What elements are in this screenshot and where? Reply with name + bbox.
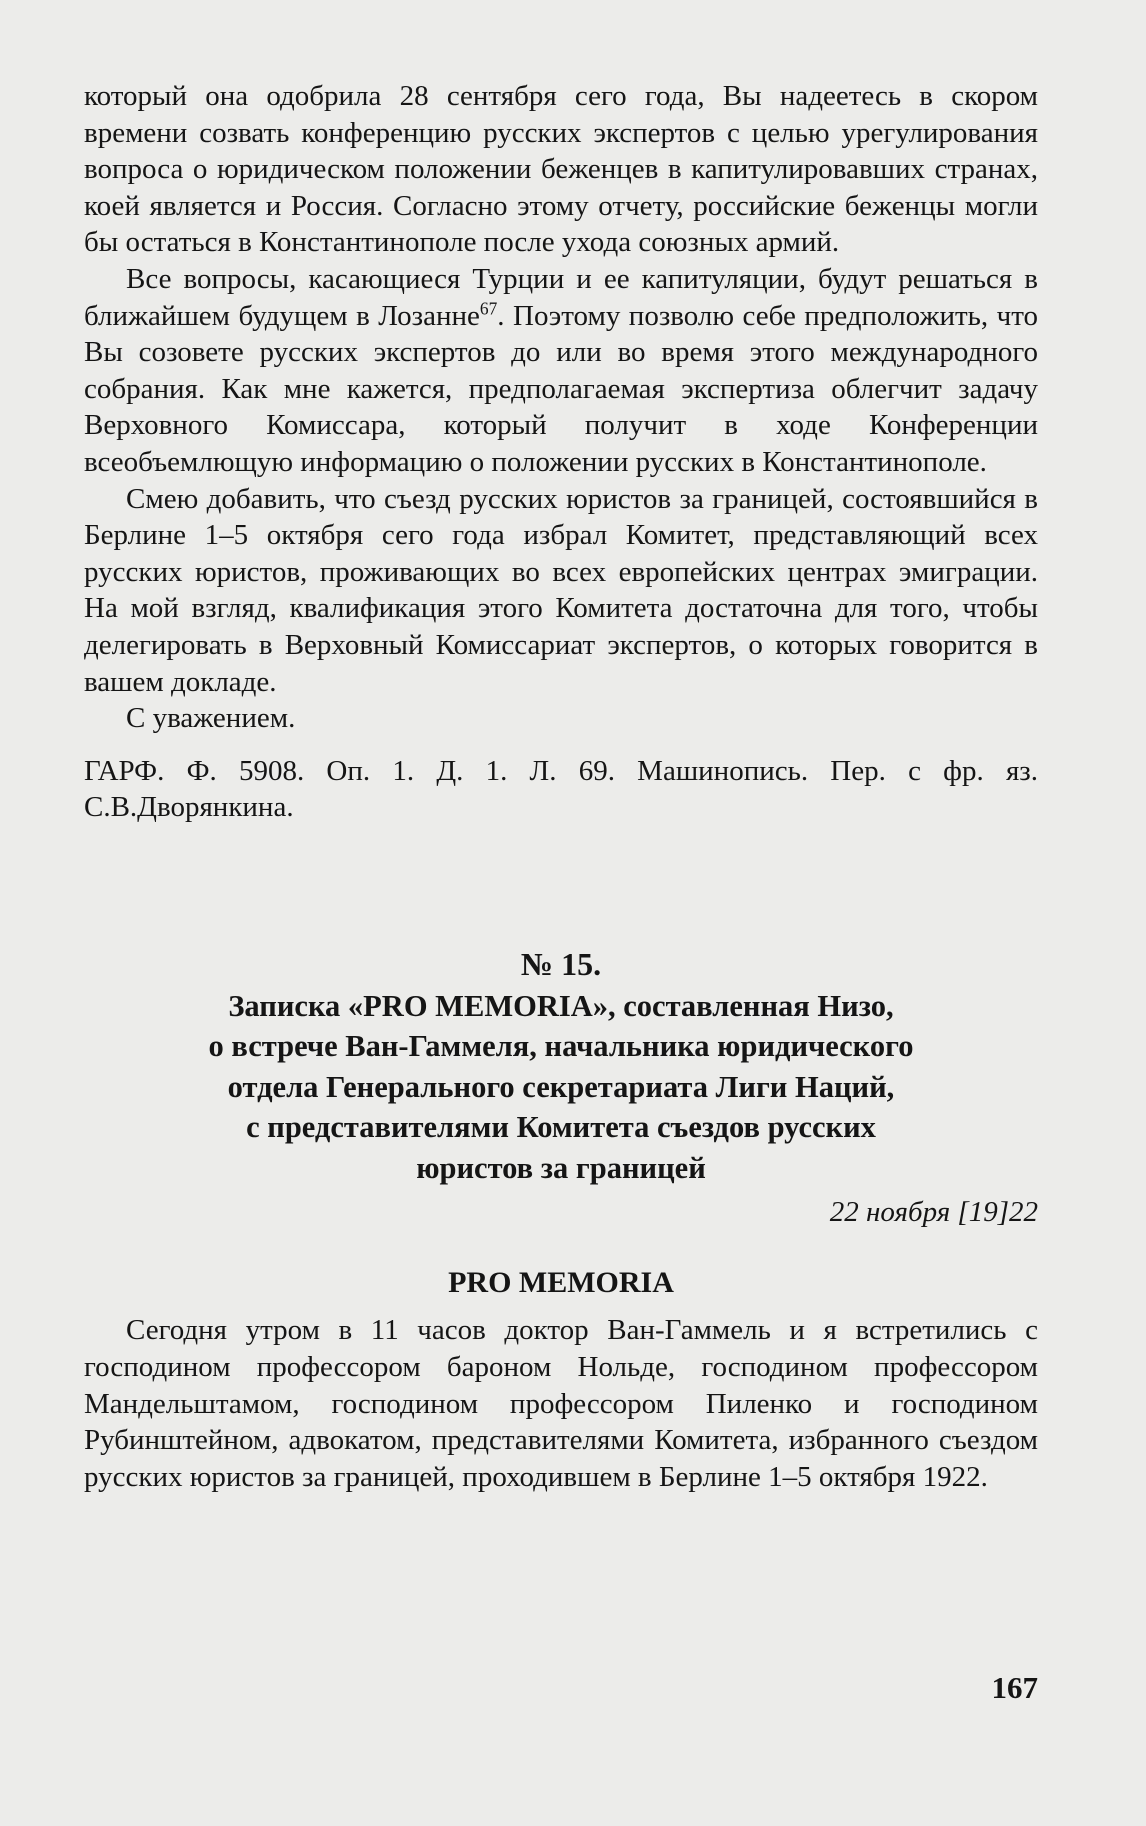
heading-line: о встрече Ван-Гаммеля, начальника юридического — [208, 1029, 914, 1064]
heading-line: с представителями Комитета съездов русских — [246, 1110, 876, 1145]
footnote-ref[interactable]: 67 — [479, 297, 498, 318]
heading-line: Записка «PRO MEMORIA», составленная Низо, — [228, 988, 894, 1023]
letter-text — [84, 78, 1038, 737]
paragraph-lausanne — [84, 261, 1038, 481]
closing-line: С уважением. — [126, 702, 296, 735]
paragraph-lausanne-end: . Поэтому позволю себе предположить, что Вы созовете русских экспертов до или во время этого международного собрания. Как мне кажется, предполагаемая экспертиза облегчит задачу Верховного Комиссара, который получит в ходе Конференции всеобъемлющую информацию о положении русских в Константинополе. — [84, 299, 1038, 478]
paragraph-continued: который она одобрила 28 сентября сего года, Вы надеетесь в скором времени созвать конференцию русских экспертов с целью урегулирования вопроса о юридическом положении беженцев в капитулировавших странах, коей является и Россия. Согласно этому отчету, российские беженцы могли бы остаться в Константинополе после ухода союзных армий. — [84, 80, 1038, 259]
document-header — [84, 944, 1038, 1231]
memo-text — [84, 1312, 1038, 1495]
document-number: № 15. — [520, 945, 602, 982]
page-number: 167 — [991, 1670, 1038, 1705]
document-date: 22 ноября [19]22 — [829, 1196, 1038, 1229]
archive-source: ГАРФ. Ф. 5908. Оп. 1. Д. 1. Л. 69. Машинопись. Пер. с фр. яз. С.В.Дворянкина. — [84, 754, 1038, 824]
paragraph-lausanne-start: Все вопросы, касающиеся Турции и ее капитуляции, будут решаться в ближайшем будущем в Лозанне — [84, 262, 1038, 332]
heading-line: юристов за границей — [416, 1150, 706, 1185]
document-heading — [84, 986, 1038, 1189]
memo-paragraph: Сегодня утром в 11 часов доктор Ван-Гаммель и я встретились с господином профессором бароном Нольде, господином профессором Мандельштамом, господином профессором Пиленко и господином Рубинштейном, адвокатом, представителями Комитета, избранного съездом русских юристов за границей, проходившем в Берлине 1–5 октября 1922. — [84, 1314, 1038, 1493]
heading-line: отдела Генерального секретариата Лиги Наций, — [227, 1069, 895, 1104]
memo-title: PRO MEMORIA — [448, 1266, 674, 1300]
paragraph-jurists: Смею добавить, что съезд русских юристов за границей, состоявшийся в Берлине 1–5 октября сего года избрал Комитет, представляющий всех русских юристов, проживающих во всех европейских центрах эмиграции. На мой взгляд, квалификация этого Комитета достаточна для того, чтобы делегировать в Верховный Комиссариат экспертов, о которых говорится в вашем докладе. — [84, 482, 1038, 698]
